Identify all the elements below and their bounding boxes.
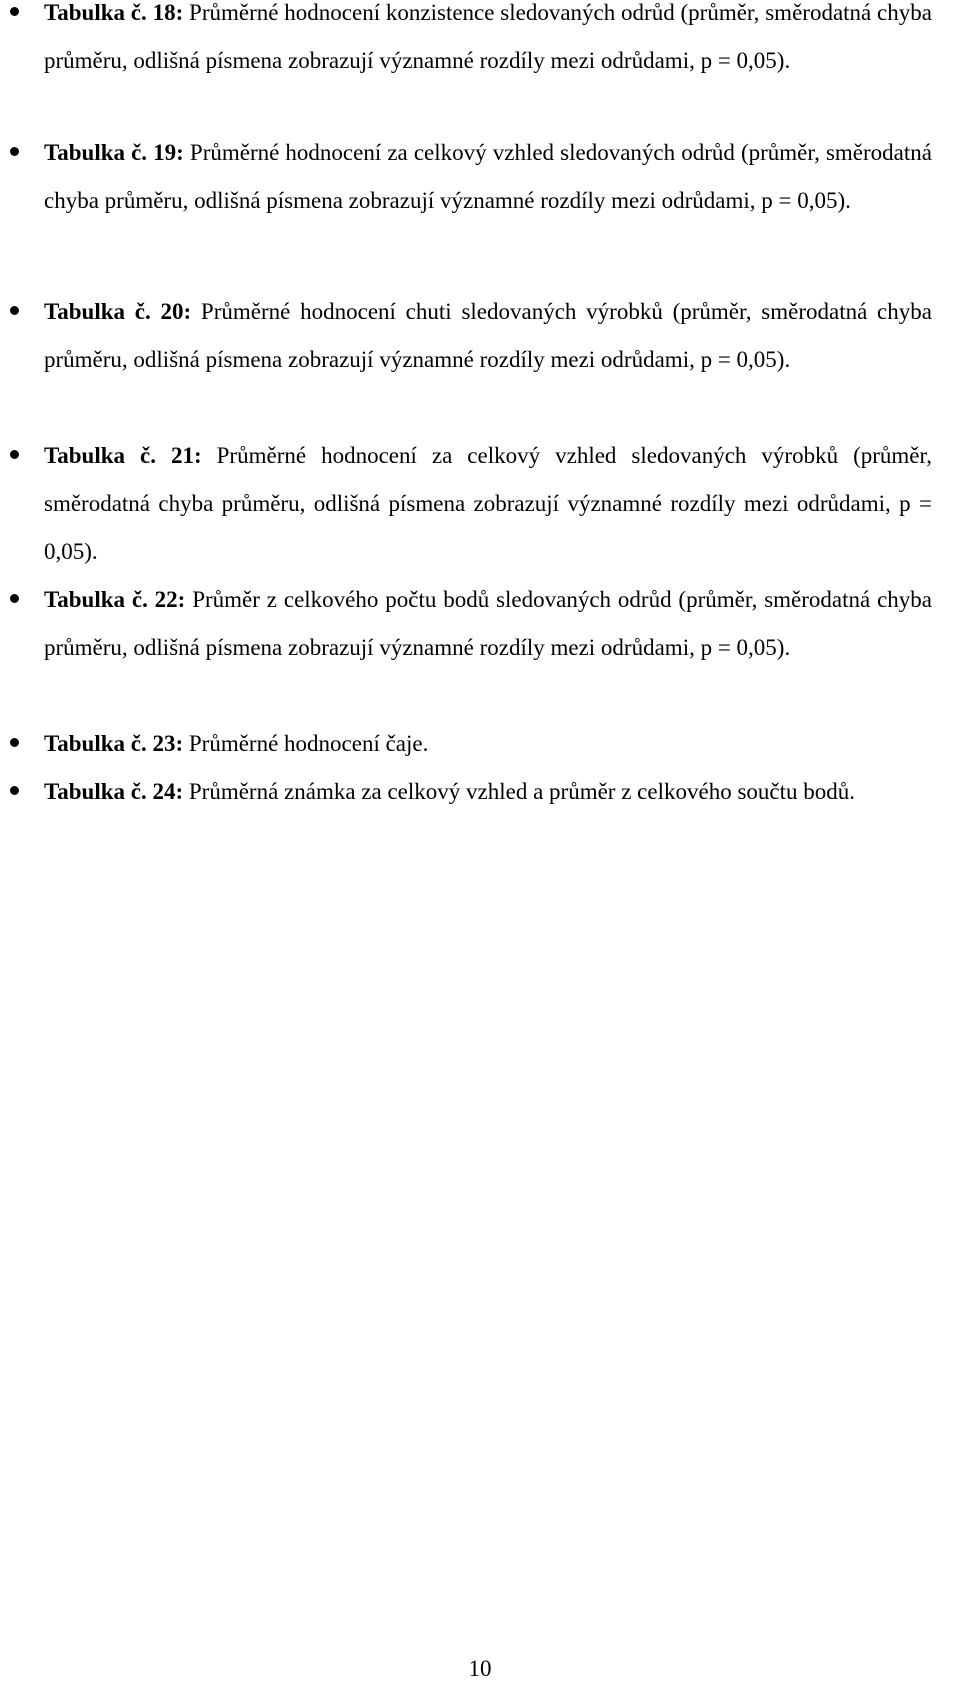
- bullet-icon: [10, 576, 20, 624]
- list-item-tabulka-24: [44, 768, 932, 816]
- bullet-icon: [10, 129, 20, 177]
- list-item-tabulka-19: [44, 129, 932, 225]
- item-text: Průměrné hodnocení konzistence sledovaných odrůd (průměr, směrodatná chyba průměru, odlišná písmena zobrazují významné rozdíly mezi odrůdami, p = 0,05).: [44, 0, 932, 73]
- bullet-icon: [10, 288, 20, 336]
- item-label: Tabulka č. 21:: [44, 443, 217, 468]
- item-text: Průměrná známka za celkový vzhled a průměr z celkového součtu bodů.: [188, 779, 855, 804]
- item-label: Tabulka č. 19:: [44, 140, 190, 165]
- item-label: Tabulka č. 22:: [44, 587, 193, 612]
- page-number: 10: [468, 1656, 492, 1681]
- item-text: Průměrné hodnocení za celkový vzhled sledovaných odrůd (průměr, směrodatná chyba průměru, odlišná písmena zobrazují významné rozdíly mezi odrůdami, p = 0,05).: [44, 140, 932, 213]
- item-text: Průměrné hodnocení čaje.: [188, 731, 429, 756]
- bullet-icon: [10, 768, 20, 816]
- bullet-icon: [10, 720, 20, 768]
- item-text: Průměrné hodnocení chuti sledovaných výrobků (průměr, směrodatná chyba průměru, odlišná písmena zobrazují významné rozdíly mezi odrůdami, p = 0,05).: [44, 299, 932, 372]
- bullet-icon: [10, 432, 20, 480]
- bullet-icon: [10, 0, 20, 37]
- item-label: Tabulka č. 18:: [44, 0, 190, 25]
- item-label: Tabulka č. 20:: [44, 299, 201, 324]
- list-item-tabulka-21: [44, 432, 932, 576]
- item-label: Tabulka č. 23:: [44, 731, 189, 756]
- list-item-tabulka-20: [44, 288, 932, 384]
- list-item-tabulka-23: [44, 720, 932, 768]
- item-text: Průměrné hodnocení za celkový vzhled sledovaných výrobků (průměr, směrodatná chyba průměru, odlišná písmena zobrazují významné rozdíly mezi odrůdami, p = 0,05).: [44, 443, 932, 564]
- list-item-tabulka-22: [44, 576, 932, 672]
- list-item-tabulka-18: [44, 0, 932, 85]
- item-label: Tabulka č. 24:: [44, 779, 189, 804]
- item-text: Průměr z celkového počtu bodů sledovaných odrůd (průměr, směrodatná chyba průměru, odlišná písmena zobrazují významné rozdíly mezi odrůdami, p = 0,05).: [44, 587, 932, 660]
